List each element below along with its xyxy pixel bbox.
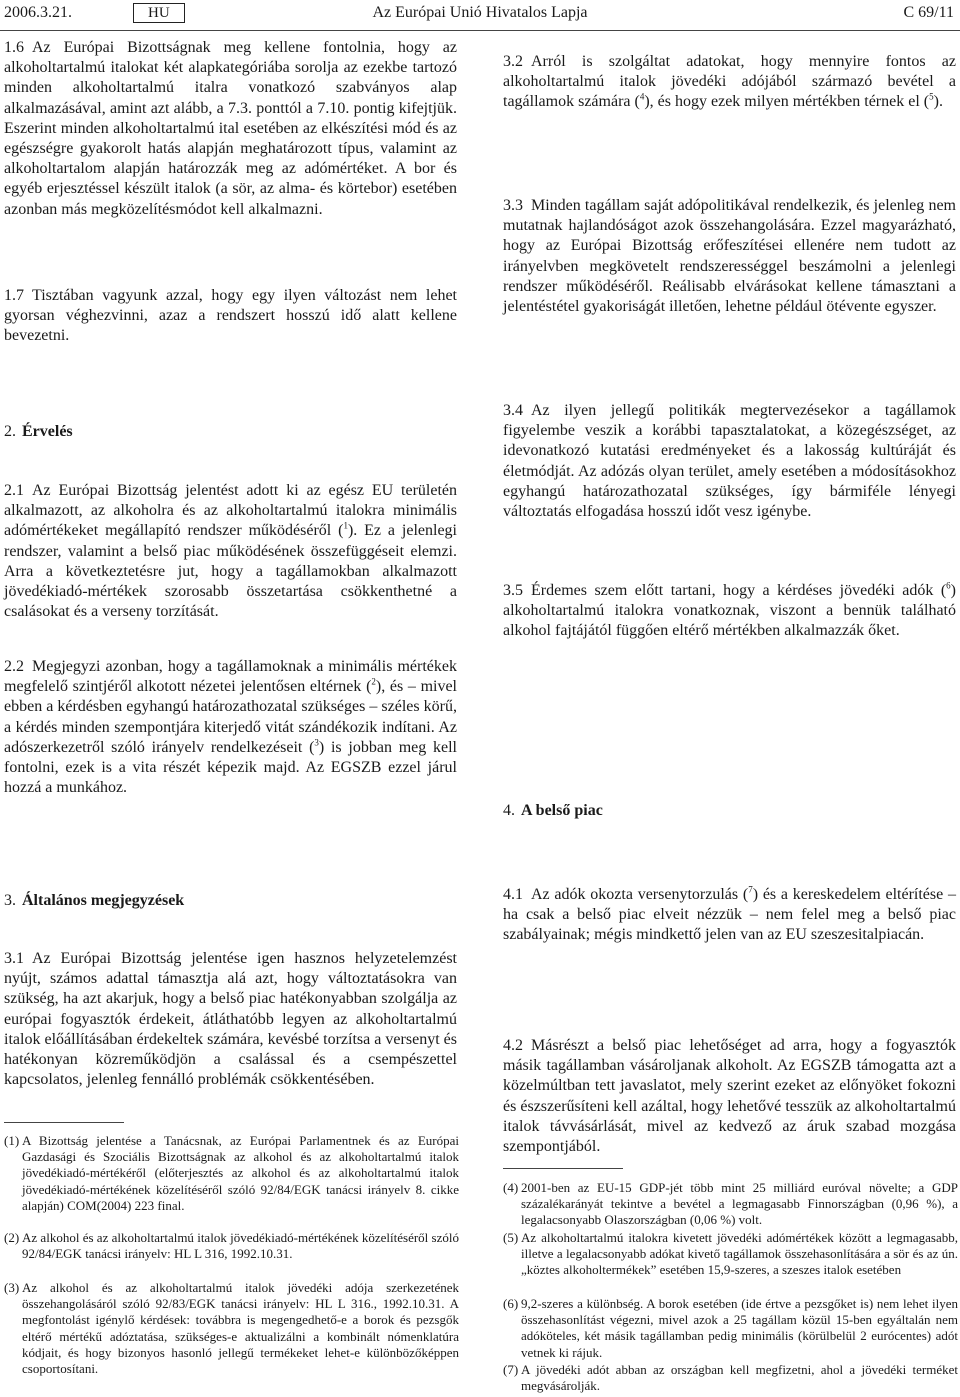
- paragraph-text: Megjegyzi azonban, hogy a tagállamoknak a minimális mértékek megfelelő szintjéről alkotott nézetei jelentősen eltérnek (: [4, 658, 457, 696]
- paragraph-number: 4.1: [503, 886, 523, 903]
- paragraph-number: 4.2: [503, 1037, 523, 1054]
- paragraph-number: 3.3: [503, 197, 523, 214]
- footnote-ref[interactable]: 5: [929, 92, 934, 103]
- paragraph-text: Arról is szolgáltat adatokat, hogy mennyire fontos az alkoholtartalmú italok jövedéki adójából származó bevétel a tagállamok számára (: [503, 53, 956, 111]
- paragraph-text: Tisztában vagyunk azzal, hogy egy ilyen változást nem lehet gyorsan véghezvinni, azaz a rendszert hosszú idő alatt kellene bevezetni.: [4, 287, 457, 345]
- paragraph-text: ), és hogy ezek milyen mértékben térnek el (: [644, 93, 930, 111]
- footnote-mark: (6): [503, 1296, 519, 1311]
- footnote-ref[interactable]: 1: [343, 521, 348, 532]
- footnote-mark: (4): [503, 1180, 519, 1195]
- paragraph-number: 1.7: [4, 287, 24, 304]
- header-rule: [0, 30, 960, 31]
- footnote-ref[interactable]: 3: [314, 737, 319, 748]
- footnote-mark: (5): [503, 1230, 519, 1245]
- footnote-mark: (2): [4, 1230, 20, 1245]
- footnote-mark: (7): [503, 1362, 519, 1377]
- page-header: [0, 0, 960, 30]
- footnote-2: [4, 1230, 459, 1262]
- paragraph-text: Érdemes szem előtt tartani, hogy a kérdéses jövedéki adók (: [531, 582, 947, 599]
- paragraph-text: Másrészt a belső piac lehetőséget ad arra, hogy a fogyasztók másik tagállamban vásároljanak alkoholt. Az EGSZB támogatta azt a közelmúltban tett javaslatot, mely szerint ezeket az előnyöket fokozni és észszerűsíteni kell azáltal, hogy lehetővé tesszük az alkoholtartalmú italok távvásárlását, mivel az kedvező az áruk szabad mozgása szempontjából.: [503, 1037, 956, 1156]
- section-number: 4.: [503, 802, 515, 819]
- paragraph-text: Minden tagállam saját adópolitikával rendelkezik, és jelenleg nem mutatnak hajlandóságot azok összehangolására. Ezzel magyarázható, hogy az Európai Bizottság erőfeszítései ellenére nem tudott az irányelvben megkövetelt rendszerességgel beszámolni a jelenlegi rendszer működéséről. Reálisabb elvárásokat kellene támasztani a jelentéstétel gyakoriságát illetően, lehetne például ötévente egyszer.: [503, 197, 956, 316]
- paragraph-2-1: [4, 481, 457, 622]
- footnote-4: [503, 1180, 958, 1229]
- paragraph-text: ). Ez a jelenlegi rendszer, valamint a belső piac működésének összefüggéseit elemzi. Arra a következtetésre jut, hogy a tagállamokban alkalmazott jövedékiadó-mértékek szorosabb összetartása csökkenthetné a csalásokat és a verseny torzítását.: [4, 522, 457, 621]
- language-badge: HU: [133, 3, 185, 23]
- paragraph-3-2: [503, 52, 956, 113]
- section-heading-2: [4, 423, 73, 441]
- paragraph-number: 1.6: [4, 39, 24, 56]
- footnote-text: 9,2-szeres a különbség. A borok esetében (ide értve a pezsgőket is) nem lehet ilyen összehasonlítást végezni, mivel azok a 25 tagállam közül 15-ben egyáltalán nem adóköteles, két másik tagállamban pedig minimális (körülbelül 2 eurócentes) adót vetnek ki rájuk.: [521, 1296, 958, 1360]
- section-title: Általános megjegyzések: [22, 892, 185, 909]
- section-title: A belső piac: [521, 802, 603, 819]
- footnote-ref[interactable]: 7: [748, 884, 753, 895]
- footnote-text: Az alkohol és az alkoholtartalmú italok jövedékiadó-mértékének közelítéséről szóló 92/84/EGK tanácsi irányelv: HL L 316, 1992.10.31.: [22, 1230, 459, 1262]
- paragraph-1-6: [4, 38, 457, 220]
- footnote-mark: (1): [4, 1133, 20, 1148]
- journal-title: Az Európai Unió Hivatalos Lapja: [372, 4, 588, 21]
- paragraph-number: 2.2: [4, 658, 24, 675]
- paragraph-text: Az Európai Bizottság jelentést adott ki az egész EU területén alkalmazott, az alkoholra és az alkoholtartalmú italokra minimális adómértékeket megállapító rendszer működéséről (: [4, 482, 457, 540]
- footnote-rule-left: [4, 1122, 124, 1123]
- section-heading-3: [4, 892, 184, 910]
- paragraph-3-1: [4, 949, 457, 1090]
- paragraph-4-1: [503, 885, 956, 946]
- paragraph-3-5: [503, 581, 956, 642]
- paragraph-text: Az Európai Bizottság jelentése igen hasznos helyzetelemzést nyújt, számos adattal támasztja alá azt, hogy változtatásokra van szükség, ha azt akarjuk, hogy a belső piac hatékonyabban szolgálja az európai fogyasztók érdekeit, átláthatóbb legyen az alkoholtartalmú italok előállításában érdekeltek számára, kevésbé torzítsa a versenyt és hatékonyan közreműködjön a csalással és a csempészettel kapcsolatos, jelenleg fennálló problémák csökkentésében.: [4, 950, 457, 1089]
- paragraph-number: 3.5: [503, 582, 523, 599]
- footnote-mark: (3): [4, 1280, 20, 1295]
- footnote-text: Az alkoholtartalmú italokra kivetett jövedéki adómértékek között a legmagasabb, illetve a legalacsonyabb adókat kivető tagállamok összehasonlítására a sör és az ún. „köztes alkoholtermékek” esetében 15,9-szeres, a szeszes italok esetében: [521, 1230, 958, 1278]
- footnote-text: Az alkohol és az alkoholtartalmú italok jövedéki adója szerkezetének összehangolásáról szóló 92/83/EGK tanácsi irányelv: HL L 316., 1992.10.31. A megfontolást igénylő kérdések: továbbra is megengedhető-e a borok és pezsgők eltérő mértékű adóztatása, szükséges-e aktualizálni a kombinált nómenklatúra kódjait, és hogy bizonyos hasonló jellegű termékeket lehet-e különbözőképpen csoportosítani.: [22, 1280, 459, 1377]
- footnote-text: A jövedéki adót abban az országban kell megfizetni, ahol a jövedéki terméket megvásárolják.: [521, 1362, 958, 1394]
- paragraph-3-4: [503, 401, 956, 522]
- paragraph-number: 3.4: [503, 402, 523, 419]
- paragraph-number: 3.1: [4, 950, 24, 967]
- section-number: 3.: [4, 892, 16, 909]
- paragraph-text: ) alkoholtartalmú italokra vonatkoznak, viszont a bennük található alkohol fajtájától függően eltérő mértékben alkalmazzák őket.: [503, 582, 956, 640]
- footnote-ref[interactable]: 4: [639, 92, 645, 103]
- paragraph-1-7: [4, 286, 457, 347]
- footnote-3: [4, 1280, 459, 1377]
- paragraph-text: ), és – mivel ebben a kérdésben egyhangú határozathozatal szükséges – széles körű, a kérdés minden szempontjára kiterjedő vitát szándékozik indítani. Az adószerkezetről szóló irányelv rendelkezéseit (: [4, 678, 458, 756]
- publication-date: 2006.3.21.: [4, 4, 72, 21]
- paragraph-text: ) is jobban meg kell fontolni, ezek is a vita részét képezik majd. Az EGSZB ezzel járul hozzá a munkához.: [4, 738, 457, 797]
- paragraph-4-2: [503, 1036, 956, 1157]
- section-title: Érvelés: [22, 423, 73, 440]
- paragraph-text: ) és a kereskedelem eltérítése – ha csak a belső piac elveit nézzük – nem felel meg a belső piac szabályainak; mégis mindkettő jelen van az EU szeszesitalpiacán.: [503, 886, 957, 944]
- paragraph-text: ).: [933, 93, 943, 111]
- paragraph-text: Az adók okozta versenytorzulás (: [531, 886, 749, 903]
- section-heading-4: [503, 802, 603, 820]
- paragraph-text: Az ilyen jellegű politikák megtervezésekor a tagállamok figyelembe veszik a korábbi tapasztalatokat, a közegészséget, az idevonatkozó kutatási eredményeket és a lakosság kultúráját és életmódját. Az adózás olyan terület, amely esetében a módosításokhoz egyhangú határozathozatal szükséges, így bármiféle lényegi változtatás elfogadása hosszú időt vesz igénybe.: [503, 402, 956, 521]
- footnote-text: 2001-ben az EU-15 GDP-jét több mint 25 milliárd euróval növelte; a GDP százalékarányát tekintve a bevétel a legmagasabb Finnországban (0,96 %), a legalacsonyabb Olaszországban (0,06 %) volt.: [521, 1180, 958, 1228]
- page-number: C 69/11: [903, 4, 954, 21]
- footnote-text: A Bizottság jelentése a Tanácsnak, az Európai Parlamentnek és az Európai Gazdasági és Szociális Bizottságnak az alkohol és az alkoholtartalmú italok jövedékiadó-mértékéről (előterjesztés az alkohol és az alkoholtartalmú italok jövedékiadó-mértékének közelítéséről szóló 92/84/EGK tanácsi irányelv 8. cikke alapján) COM(2004) 223 final.: [22, 1133, 459, 1213]
- paragraph-3-3: [503, 196, 956, 317]
- footnote-1: [4, 1133, 459, 1214]
- footnote-6: [503, 1296, 958, 1361]
- footnote-5: [503, 1230, 958, 1279]
- section-number: 2.: [4, 423, 16, 440]
- paragraph-number: 2.1: [4, 482, 24, 499]
- footnote-ref[interactable]: 6: [946, 580, 951, 591]
- footnote-ref[interactable]: 2: [371, 676, 376, 687]
- paragraph-text: Az Európai Bizottságnak meg kellene fontolnia, hogy az alkoholtartalmú italokat két alapkategóriába sorolja az ezekbe tartozó minden alkoholtartalmú italra vonatkozó szabványos alap alkalmazásával, amint azt alább, a 7.3. ponttól a 7.10. pontig kifejtjük. Eszerint minden alkoholtartalmú ital esetében az elkészítési mód és az egészségre gyakorolt hatás alapján meghatározott típus, valamint az alkoholtartalom alapján határozzák meg az adómértéket. A bor és egyéb erjesztéssel készült italok (a sör, az alma- és körtebor) esetében azonban más megközelítésmódot kell alkalmazni.: [4, 39, 457, 218]
- footnote-7: [503, 1362, 958, 1394]
- paragraph-number: 3.2: [503, 53, 523, 70]
- paragraph-2-2: [4, 657, 457, 798]
- footnote-rule-right: [503, 1168, 623, 1169]
